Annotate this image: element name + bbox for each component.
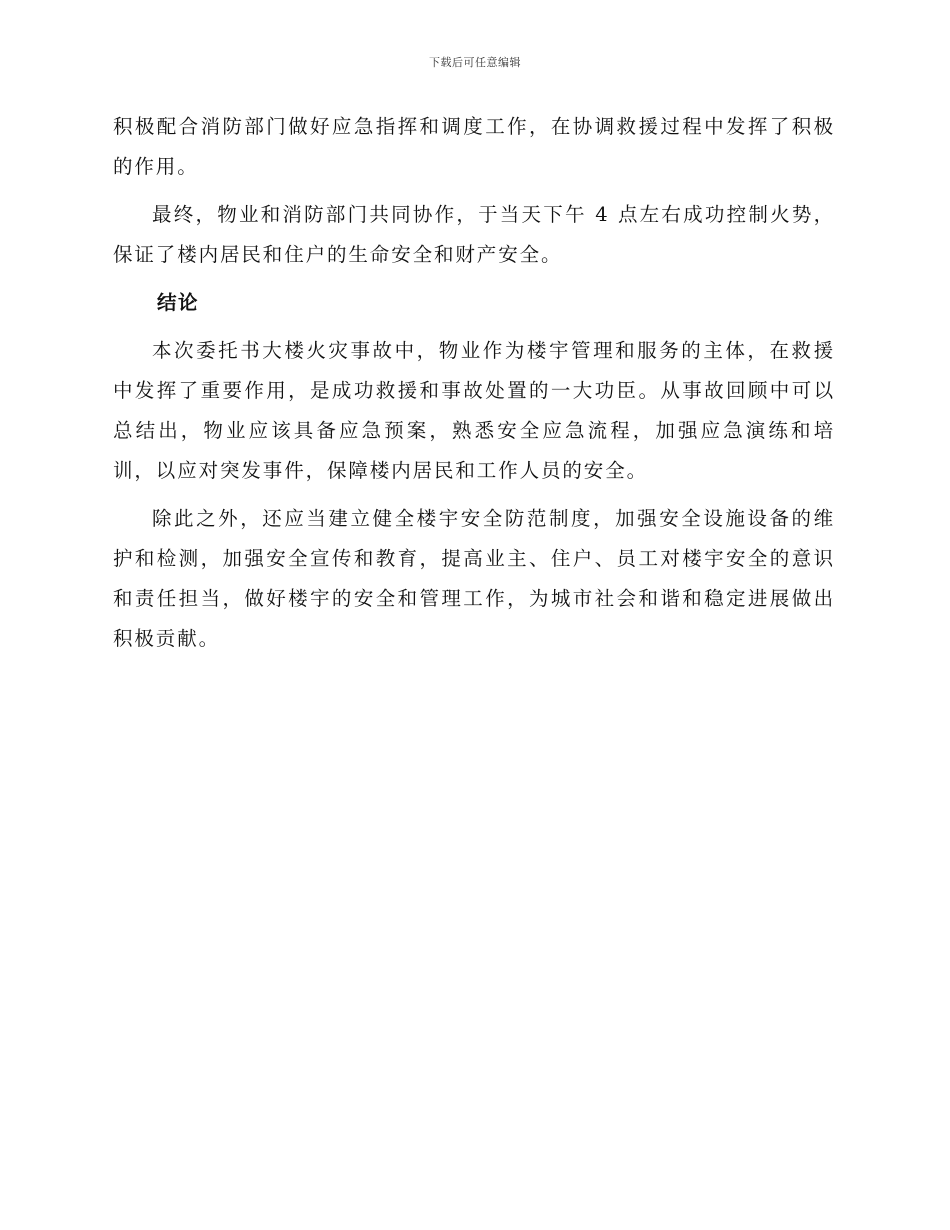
paragraph-conclusion-summary: 本次委托书大楼火灾事故中，物业作为楼宇管理和服务的主体，在救援中发挥了重要作用，是成功救援和事故处置的一大功臣。从事故回顾中可以总结出，物业应该具备应急预案，熟悉安全应急流程，加强应急演练和培训，以应对突发事件，保障楼内居民和工作人员的安全。 xyxy=(113,339,835,482)
paragraph-continuation: 积极配合消防部门做好应急指挥和调度工作，在协调救援过程中发挥了积极的作用。 xyxy=(113,115,835,178)
paragraph-conclusion-recommendations: 除此之外，还应当建立健全楼宇安全防范制度，加强安全设施设备的维护和检测，加强安全宣传和教育，提高业主、住户、员工对楼宇安全的意识和责任担当，做好楼宇的安全和管理工作，为城市社会和谐和稳定进展做出积极贡献。 xyxy=(113,507,835,650)
paragraph-gap xyxy=(113,187,835,195)
document-body xyxy=(113,107,835,659)
section-heading-conclusion: 结论 xyxy=(157,291,200,314)
page-header: 下载后可任意编辑 xyxy=(429,56,521,69)
paragraph-fire-controlled: 最终，物业和消防部门共同协作，于当天下午 4 点左右成功控制火势，保证了楼内居民和住户的生命安全和财产安全。 xyxy=(113,203,835,266)
paragraph-gap xyxy=(113,275,835,283)
paragraph-gap xyxy=(113,323,835,331)
paragraph-gap xyxy=(113,491,835,499)
